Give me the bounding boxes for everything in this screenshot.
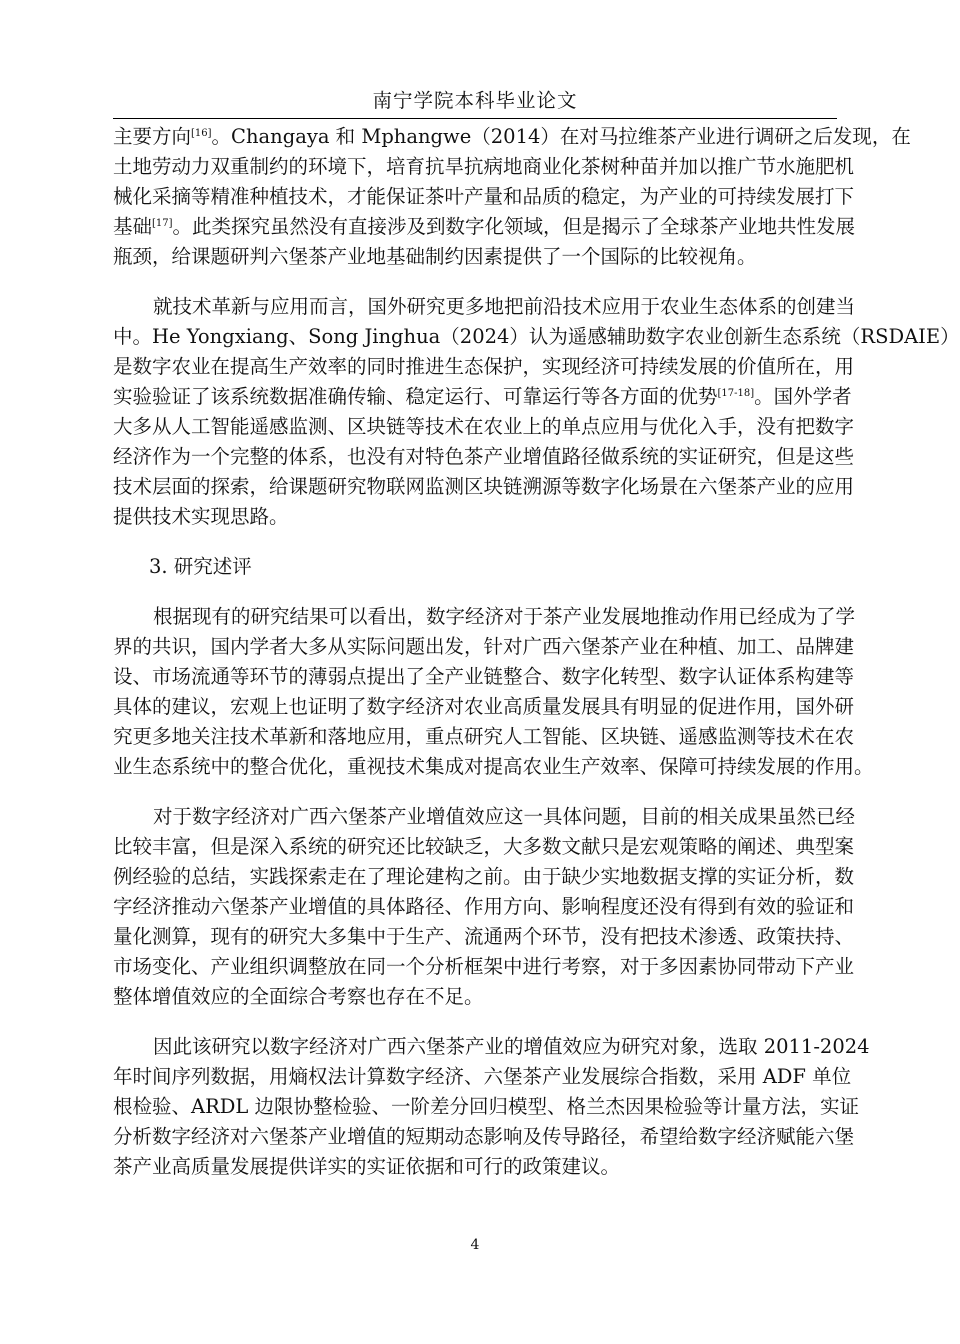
text-run: 就技术革新与应用而言，国外研究更多地把前沿技术应用于农业生态体系的创建当 — [153, 295, 856, 318]
text-run: 整体增值效应的全面综合考察也存在不足。 — [113, 985, 484, 1008]
text-run: 瓶颈，给课题研判六堡茶产业地基础制约因素提供了一个国际的比较视角。 — [113, 245, 757, 268]
text-run: 业生态系统中的整合优化，重视技术集成对提高农业生产效率、保障可持续发展的作用。 — [113, 755, 874, 778]
text-line — [113, 752, 874, 782]
text-run: 。国外学者 — [754, 385, 852, 408]
text-run: 比较丰富，但是深入系统的研究还比较缺乏，大多数文献只是宏观策略的阐述、典型案 — [113, 835, 855, 858]
text-run: 对于数字经济对广西六堡茶产业增值效应这一具体问题，目前的相关成果虽然已经 — [153, 805, 856, 828]
text-run: 是数字农业在提高生产效率的同时推进生态保护，实现经济可持续发展的价值所在，用 — [113, 355, 855, 378]
text-run: 械化采摘等精准种植技术，才能保证茶叶产量和品质的稳定，为产业的可持续发展打下 — [113, 185, 855, 208]
text-line — [113, 442, 855, 472]
text-run: 中。He Yongxiang、Song Jinghua（2024）认为遥感辅助数字农业创新生态系统（RSDAIE） — [113, 325, 960, 348]
body-text — [113, 122, 960, 1202]
section-heading: 3. 研究述评 — [149, 555, 252, 578]
text-line — [113, 982, 837, 1012]
text-line — [113, 802, 856, 832]
text-line — [113, 1092, 860, 1122]
paragraph — [113, 602, 874, 782]
text-run: 技术层面的探索，给课题研究物联网监测区块链溯源等数字化场景在六堡茶产业的应用 — [113, 475, 855, 498]
text-line — [113, 632, 855, 662]
text-line — [113, 382, 852, 412]
text-run: 经济作为一个完整的体系，也没有对特色茶产业增值路径做系统的实证研究，但是这些 — [113, 445, 855, 468]
text-line — [113, 862, 855, 892]
text-line — [113, 212, 856, 242]
text-run: 具体的建议，宏观上也证明了数字经济对农业高质量发展具有明显的促进作用，国外研 — [113, 695, 855, 718]
text-run: 年时间序列数据，用熵权法计算数字经济、六堡茶产业发展综合指数，采用 ADF 单位 — [113, 1065, 852, 1088]
text-run: 市场变化、产业组织调整放在同一个分析框架中进行考察，对于多因素协同带动下产业 — [113, 955, 855, 978]
text-run: 设、市场流通等环节的薄弱点提出了全产业链整合、数字化转型、数字认证体系构建等 — [113, 665, 855, 688]
text-line — [113, 952, 855, 982]
text-line — [113, 182, 855, 212]
text-run: 例经验的总结，实践探索走在了理论建构之前。由于缺少实地数据支撑的实证分析，数 — [113, 865, 855, 888]
text-run: 土地劳动力双重制约的环境下，培育抗旱抗病地商业化茶树种苗并加以推广节水施肥机 — [113, 155, 855, 178]
citation-ref: [16] — [191, 128, 212, 139]
text-line — [113, 412, 855, 442]
text-run: 根检验、ARDL 边限协整检验、一阶差分回归模型、格兰杰因果检验等计量方法，实证 — [113, 1095, 860, 1118]
text-run: 字经济推动六堡茶产业增值的具体路径、作用方向、影响程度还没有得到有效的验证和 — [113, 895, 855, 918]
page-number: 4 — [470, 1237, 480, 1253]
text-line — [113, 662, 855, 692]
text-line — [113, 1122, 855, 1152]
text-line — [113, 122, 911, 152]
text-run: 分析数字经济对六堡茶产业增值的短期动态影响及传导路径，希望给数字经济赋能六堡 — [113, 1125, 855, 1148]
text-line — [113, 922, 855, 952]
text-line — [113, 242, 837, 272]
header-rule — [113, 118, 837, 119]
text-line — [113, 292, 856, 322]
text-run: 界的共识，国内学者大多从实际问题出发，针对广西六堡茶产业在种植、加工、品牌建 — [113, 635, 855, 658]
text-run: 基础 — [113, 215, 153, 238]
text-run: 大多从人工智能遥感监测、区块链等技术在农业上的单点应用与优化入手，没有把数字 — [113, 415, 855, 438]
text-run: 主要方向 — [113, 125, 192, 148]
paragraph — [113, 292, 960, 532]
citation-ref: [17-18] — [717, 388, 755, 399]
text-run: 提供技术实现思路。 — [113, 505, 289, 528]
paragraph — [113, 802, 856, 1012]
text-line — [113, 322, 960, 352]
text-run: 究更多地关注技术革新和落地应用，重点研究人工智能、区块链、遥感监测等技术在农 — [113, 725, 855, 748]
paragraph — [113, 1032, 870, 1182]
text-line — [113, 472, 855, 502]
text-line — [113, 502, 837, 532]
text-line — [113, 722, 855, 752]
text-line — [113, 602, 856, 632]
text-line — [113, 692, 855, 722]
text-line — [113, 892, 855, 922]
text-run: 量化测算，现有的研究大多集中于生产、流通两个环节，没有把技术渗透、政策扶持、 — [113, 925, 855, 948]
text-run: 。此类探究虽然没有直接涉及到数字化领域，但是揭示了全球茶产业地共性发展 — [172, 215, 856, 238]
paragraph — [113, 122, 911, 272]
text-line — [113, 152, 855, 182]
text-line — [113, 1032, 870, 1062]
text-line — [113, 1062, 852, 1092]
text-line — [113, 352, 855, 382]
text-run: 茶产业高质量发展提供详实的实证依据和可行的政策建议。 — [113, 1155, 621, 1178]
text-run: 因此该研究以数字经济对广西六堡茶产业的增值效应为研究对象，选取 2011-2024 — [153, 1035, 870, 1058]
text-line — [113, 832, 855, 862]
text-run: 。Changaya 和 Mphangwe（2014）在对马拉维茶产业进行调研之后发现，在 — [211, 125, 911, 148]
text-run: 实验验证了该系统数据准确传输、稳定运行、可靠运行等各方面的优势 — [113, 385, 718, 408]
citation-ref: [17] — [152, 218, 173, 229]
running-header: 南宁学院本科毕业论文 — [372, 89, 578, 112]
text-run: 根据现有的研究结果可以看出，数字经济对于茶产业发展地推动作用已经成为了学 — [153, 605, 856, 628]
text-line — [113, 1152, 837, 1182]
